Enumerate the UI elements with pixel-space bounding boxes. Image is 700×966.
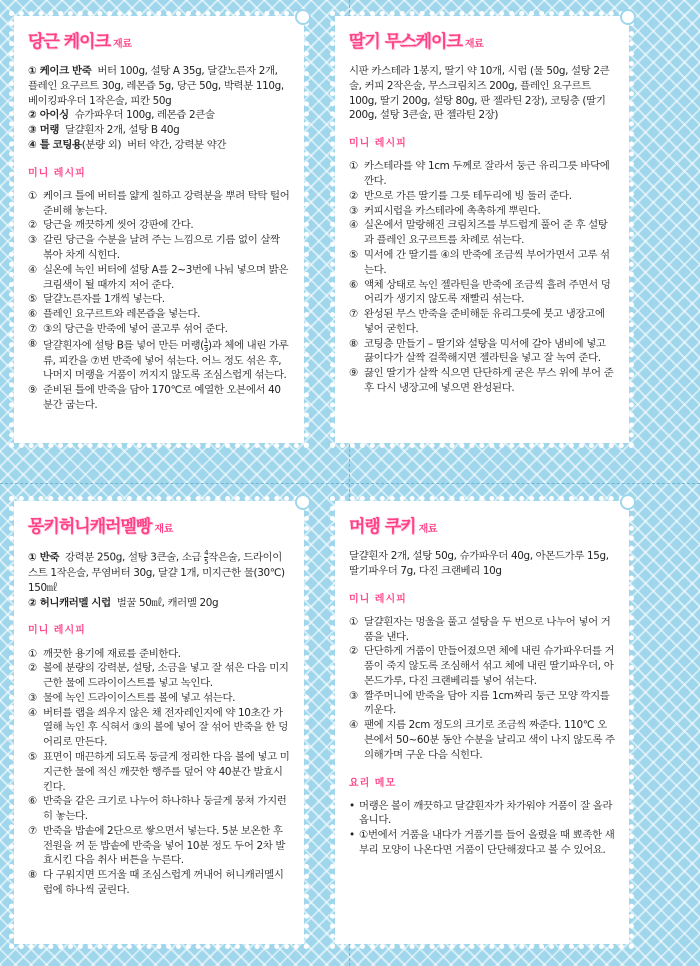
ingredient-group xyxy=(28,64,290,108)
ingredient-label: ① 반죽 xyxy=(28,551,60,564)
step-text: 케이크 틀에 버터를 얇게 칠하고 강력분을 뿌려 탁탁 털어 준비해 놓는다. xyxy=(43,189,290,217)
step-text: 볼에 분량의 강력분, 설탕, 소금을 넣고 잘 섞은 다음 미지근한 물에 드라이이스트를 넣고 녹인다. xyxy=(43,662,289,690)
recipe-step xyxy=(28,263,290,293)
step-text-part: )과 체에 내린 가루류, 피칸을 ⑦번 반죽에 넣어 섞는다. 어느 정도 섞은 후, 나머지 머랭을 거품이 꺼지지 않도록 조심스럽게 섞는다. xyxy=(43,339,289,382)
step-number: ⑧ xyxy=(28,869,37,882)
step-number: ⑥ xyxy=(28,795,37,808)
step-text-part: 달걀흰자에 설탕 B를 넣어 만든 머랭( xyxy=(43,339,204,352)
ingredient-label: ② 아이싱 xyxy=(28,109,69,122)
ingredient-label: ③ 머랭 xyxy=(28,124,60,137)
recipe-step xyxy=(28,337,290,384)
bullet-icon: • xyxy=(349,799,355,812)
recipe-steps xyxy=(28,189,290,413)
step-text: 반으로 가른 딸기를 그릇 테두리에 빙 둘러 준다. xyxy=(364,189,572,202)
card-punch-hole xyxy=(295,494,311,510)
step-number: ④ xyxy=(28,263,37,276)
recipe-step xyxy=(28,647,290,662)
fraction-numerator: 4 xyxy=(204,549,209,558)
recipe-step xyxy=(28,824,290,868)
card-punch-hole xyxy=(295,9,311,25)
strawberry-mousse-card xyxy=(335,16,629,443)
ingredient-label: ① 케이크 반죽 xyxy=(28,65,92,78)
recipe-step xyxy=(349,248,615,278)
step-text: 반죽을 밥솥에 2단으로 쌓으면서 넣는다. 5분 보온한 후 전원을 꺼 둔 밥솥에 반죽을 넣어 10분 정도 두어 2차 발효시킨 다음 취사 버튼을 누른다. xyxy=(43,824,286,867)
step-text: 버터를 랩을 씌우지 않은 채 전자레인지에 약 10초간 가열해 녹인 후 식혀서 ③의 볼에 넣어 잘 섞어 반죽을 한 덩어리로 만든다. xyxy=(43,706,288,749)
cooking-memo-list xyxy=(349,799,615,858)
recipe-steps xyxy=(28,647,290,898)
ingredient-text: 달걀흰자 2개, 설탕 B 40g xyxy=(65,124,180,137)
step-number: ⑤ xyxy=(349,248,358,261)
mini-recipe-label: 미니 레시피 xyxy=(349,593,407,605)
step-text: 코팅층 만들기 – 딸기와 설탕을 믹서에 갈아 냄비에 넣고 끓이다가 살짝 걸쭉해지면 젤라틴을 넣고 잘 녹여 준다. xyxy=(364,337,606,365)
recipe-step xyxy=(28,233,290,263)
ingredient-text: 버터 100g, 설탕 A 35g, 달걀노른자 2개, 플레인 요구르트 30g, 레몬즙 5g, 당근 50g, 박력분 110g, 베이킹파우더 1작은술, 피칸 50g xyxy=(28,65,284,107)
recipe-step xyxy=(349,189,615,204)
recipe-step xyxy=(28,292,290,307)
step-number: ⑦ xyxy=(349,308,358,321)
bullet-icon: • xyxy=(349,829,355,842)
step-text: 깨끗한 용기에 재료를 준비한다. xyxy=(43,647,181,660)
recipe-step xyxy=(349,689,615,719)
step-text: 달걀흰자는 멍울을 풀고 설탕을 두 번으로 나누어 넣어 거품을 낸다. xyxy=(364,615,611,643)
step-number: ② xyxy=(349,645,358,658)
recipe-step xyxy=(28,794,290,824)
step-text: 플레인 요구르트와 레몬즙을 넣는다. xyxy=(43,308,201,321)
recipe-steps xyxy=(349,615,615,763)
recipe-step xyxy=(28,189,290,219)
ingredient-group xyxy=(28,596,290,611)
step-text: 다 구워지면 뜨거울 때 조심스럽게 꺼내어 허니캐러멜시럽에 하나씩 굴린다. xyxy=(43,869,284,896)
step-number: ② xyxy=(349,189,358,202)
card-title: 당근 케이크 xyxy=(28,32,111,52)
step-text: 실온에서 말랑해진 크림치즈를 부드럽게 풀어 준 후 설탕과 플레인 요구르트를 차례로 섞는다. xyxy=(364,219,608,247)
card-title: 몽키허니캐러멜빵 xyxy=(28,517,152,537)
step-text: 당근을 깨끗하게 씻어 강판에 간다. xyxy=(43,219,194,232)
monkey-bread-card xyxy=(14,501,304,944)
step-number: ⑦ xyxy=(28,322,37,335)
step-number: ⑨ xyxy=(349,367,358,380)
ingredient-group xyxy=(28,549,290,596)
recipe-step xyxy=(28,750,290,794)
recipe-step xyxy=(28,691,290,706)
mini-recipe-label: 미니 레시피 xyxy=(349,138,407,150)
step-number: ③ xyxy=(349,204,358,217)
recipe-step xyxy=(349,718,615,762)
step-number: ③ xyxy=(28,234,37,247)
step-number: ① xyxy=(349,160,358,173)
ingredient-label: ④ 틀 코팅용 xyxy=(28,138,82,151)
recipe-step xyxy=(28,218,290,233)
recipe-step xyxy=(28,307,290,322)
step-text: 액체 상태로 녹인 젤라틴을 반죽에 조금씩 흘려 주면서 덩어리가 생기지 않도록 재빨리 섞는다. xyxy=(364,278,611,306)
step-number: ③ xyxy=(28,691,37,704)
step-text: 표면이 매끈하게 되도록 둥글게 정리한 다음 볼에 넣고 미지근한 물에 적신 깨끗한 행주를 덮어 약 40분간 발효시킨다. xyxy=(43,750,290,793)
step-text: ③의 당근을 반죽에 넣어 골고루 섞어 준다. xyxy=(43,322,228,335)
ingredients-tag: 재료 xyxy=(154,524,174,535)
recipe-step xyxy=(349,278,615,308)
card-title-row xyxy=(349,30,615,54)
recipe-step xyxy=(28,868,290,898)
step-text: 준비된 틀에 반죽을 담아 170℃로 예열한 오븐에서 40분간 굽는다. xyxy=(43,384,281,411)
ingredient-text: 강력분 250g, 설탕 3큰술, 소금 xyxy=(65,551,205,564)
ingredient-text: 벌꿀 50㎖, 캐러멜 20g xyxy=(116,596,219,609)
fraction-denominator: 5 xyxy=(204,558,209,567)
fraction-numerator: 1 xyxy=(203,336,208,345)
ingredients-tag: 재료 xyxy=(464,39,484,50)
step-number: ③ xyxy=(349,689,358,702)
step-number: ⑥ xyxy=(349,278,358,291)
step-number: ⑧ xyxy=(28,337,37,350)
ingredient-text: 슈가파우더 100g, 레몬즙 2큰술 xyxy=(74,109,215,122)
ingredients-list xyxy=(28,549,290,610)
recipe-step xyxy=(349,337,615,367)
step-number: ① xyxy=(28,647,37,660)
recipe-step xyxy=(349,218,615,248)
step-text: 완성된 무스 반죽을 준비해둔 유리그릇에 붓고 냉장고에 넣어 굳힌다. xyxy=(364,308,605,335)
step-number: ⑤ xyxy=(28,750,37,763)
step-number: ⑤ xyxy=(28,293,37,306)
step-number: ⑧ xyxy=(349,337,358,350)
recipe-step xyxy=(349,366,615,396)
ingredient-group xyxy=(28,123,290,138)
recipe-step xyxy=(28,383,290,413)
step-number: ⑨ xyxy=(28,384,37,397)
card-title-row xyxy=(349,515,615,539)
step-text: 단단하게 거품이 만들어졌으면 체에 내린 슈가파우더를 거품이 죽지 않도록 조심해서 섞고 체에 내린 딸기파우더, 아몬드가루, 다진 크랜베리를 넣어 섞는다. xyxy=(364,645,615,687)
horizontal-cut-line xyxy=(0,483,700,484)
ingredient-note: (분량 외) xyxy=(81,138,122,151)
card-punch-hole xyxy=(620,494,636,510)
step-text: 실온에 녹인 버터에 설탕 A를 2~3번에 나눠 넣으며 밝은 크림색이 될 때까지 저어 준다. xyxy=(43,263,289,291)
card-title-row xyxy=(28,515,290,539)
ingredient-label: ② 허니캐러멜 시럽 xyxy=(28,596,111,609)
ingredient-text: 버터 약간, 강력분 약간 xyxy=(127,138,227,151)
recipe-step xyxy=(349,615,615,645)
memo-text: ①번에서 거품을 내다가 거품기를 들어 올렸을 때 뾰족한 새 부리 모양이 나온다면 거품이 단단해졌다고 볼 수 있어요. xyxy=(359,829,615,856)
meringue-cookie-card xyxy=(335,501,629,944)
ingredient-text: 작은술, 드라이이스트 1작은술, 무염버터 30g, 달걀 1개, 미지근한 물(30℃) 150㎖ xyxy=(28,551,285,594)
recipe-step xyxy=(349,307,615,337)
ingredients-list xyxy=(28,64,290,153)
step-number: ① xyxy=(349,615,358,628)
step-text: 짤주머니에 반죽을 담아 지름 1cm짜리 둥근 모양 깍지를 끼운다. xyxy=(364,689,610,717)
recipe-step xyxy=(28,706,290,750)
carrot-cake-card xyxy=(14,16,304,443)
step-text: 갈린 당근을 수분을 날려 주는 느낌으로 기름 없이 살짝 볶아 차게 식힌다. xyxy=(43,234,280,261)
ingredients-tag: 재료 xyxy=(113,39,132,50)
step-text: 물에 녹인 드라이이스트를 볼에 넣고 섞는다. xyxy=(43,691,236,704)
ingredients-tag: 재료 xyxy=(418,524,438,535)
step-text: 달걀노른자를 1개씩 넣는다. xyxy=(43,293,165,306)
card-punch-hole xyxy=(620,9,636,25)
memo-text: 머랭은 볼이 깨끗하고 달걀흰자가 차가워야 거품이 잘 올라옵니다. xyxy=(359,799,613,827)
step-number: ④ xyxy=(349,719,358,732)
recipe-step xyxy=(349,204,615,219)
mini-recipe-label: 미니 레시피 xyxy=(28,625,86,637)
step-number: ⑦ xyxy=(28,824,37,837)
ingredient-group xyxy=(28,108,290,123)
ingredients-text: 달걀흰자 2개, 설탕 50g, 슈가파우더 40g, 아몬드가루 15g, 딸기파우더 7g, 다진 크랜베리 10g xyxy=(349,550,609,577)
step-text: 팬에 지름 2cm 정도의 크기로 조금씩 짜준다. 110℃ 오븐에서 50~60분 동안 수분을 날리고 색이 나지 않도록 주의해가며 구운 다음 식힌다. xyxy=(364,719,615,761)
recipe-step xyxy=(28,661,290,691)
step-text xyxy=(43,337,290,384)
step-text: 믹서에 간 딸기를 ④의 반죽에 조금씩 부어가면서 고루 섞는다. xyxy=(364,248,610,276)
memo-item xyxy=(349,799,615,829)
recipe-steps xyxy=(349,159,615,395)
step-text: 끓인 딸기가 살짝 식으면 단단하게 굳은 무스 위에 부어 준 후 다시 냉장고에 넣으면 완성된다. xyxy=(364,367,614,394)
step-number: ④ xyxy=(349,219,358,232)
recipe-step xyxy=(349,644,615,688)
step-number: ⑥ xyxy=(28,308,37,321)
step-number: ② xyxy=(28,219,37,232)
step-text: 카스테라를 약 1cm 두께로 잘라서 둥근 유리그릇 바닥에 깐다. xyxy=(364,160,610,188)
step-number: ② xyxy=(28,662,37,675)
fraction-denominator: 3 xyxy=(203,345,208,354)
memo-item xyxy=(349,828,615,858)
step-number: ④ xyxy=(28,706,37,719)
step-text: 커피시럽을 카스테라에 촉촉하게 뿌린다. xyxy=(364,204,541,217)
recipe-step xyxy=(28,322,290,337)
card-title: 머랭 쿠키 xyxy=(349,517,416,537)
card-title: 딸기 무스케이크 xyxy=(349,32,462,52)
step-number: ① xyxy=(28,189,37,202)
mini-recipe-label: 미니 레시피 xyxy=(28,167,86,179)
recipe-step xyxy=(349,159,615,189)
step-text: 반죽을 같은 크기로 나누어 하나하나 둥글게 뭉쳐 가지런히 놓는다. xyxy=(43,795,287,823)
ingredient-group xyxy=(28,138,290,153)
cooking-memo-label: 요리 메모 xyxy=(349,777,397,789)
card-title-row xyxy=(28,30,290,54)
ingredients-text: 시판 카스테라 1봉지, 딸기 약 10개, 시럽 (물 50g, 설탕 2큰술, 커피 2작은술, 무스크림치즈 200g, 플레인 요구르트 100g, 딸기 200g, 설탕 80g, 판 젤라틴 2장), 코팅층 (딸기 200g, 설탕 3큰술, 판 젤라틴 2장) xyxy=(349,65,610,122)
